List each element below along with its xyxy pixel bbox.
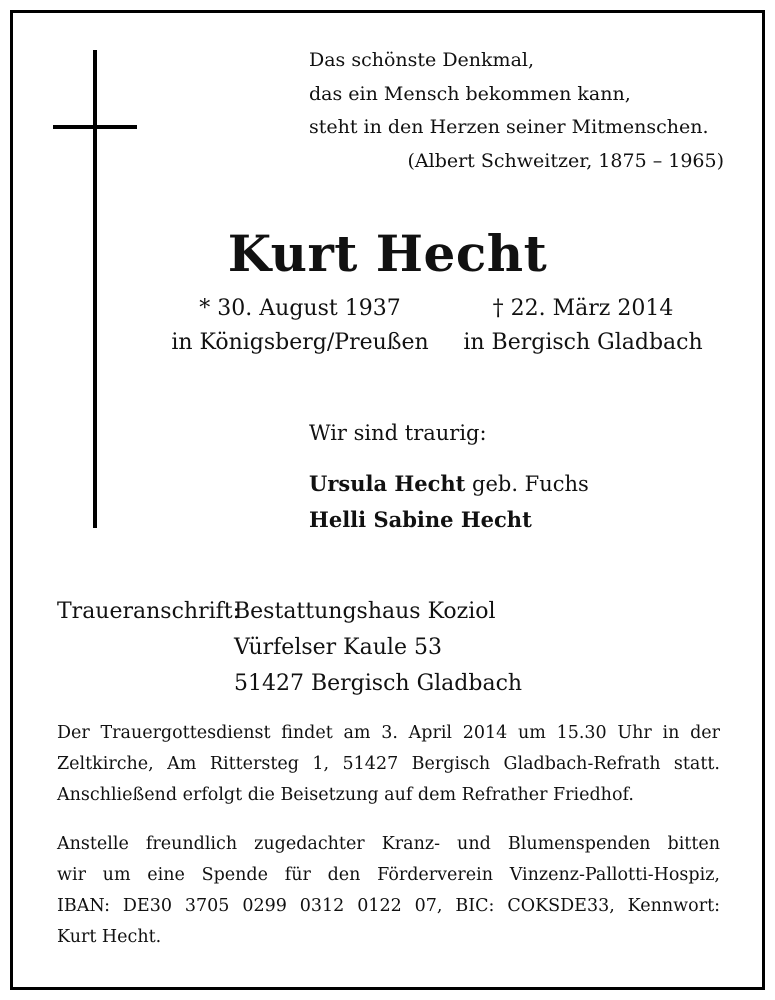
mourners-list: [309, 466, 589, 538]
quote-line: das ein Mensch bekommen kann,: [309, 82, 631, 105]
service-line: Anschließend erfolgt die Beisetzung auf dem Refrather Friedhof.: [57, 785, 634, 805]
donation-paragraph: [57, 829, 720, 953]
donation-line: wir um eine Spende für den Förderverein Vinzenz-Pallotti-Hospiz,: [57, 865, 720, 885]
service-line: Der Trauergottesdienst findet am 3. April 2014 um 15.30 Uhr in der: [57, 723, 720, 743]
address-line: Bestattungshaus Koziol: [234, 599, 496, 624]
address-line: 51427 Bergisch Gladbach: [234, 671, 523, 696]
address-label: Traueranschrift:: [57, 599, 241, 624]
birth-place: in Königsberg/Preußen: [171, 330, 429, 355]
mourner-entry: [309, 502, 589, 538]
death-date: † 22. März 2014: [492, 296, 674, 321]
death-info: [448, 292, 718, 360]
cross-horizontal-bar: [53, 125, 137, 129]
donation-line: Kurt Hecht.: [57, 927, 162, 947]
deceased-name: Kurt Hecht: [227, 224, 548, 283]
epigraph-quote: [309, 44, 724, 178]
cross-vertical-bar: [93, 50, 97, 528]
quote-line: Das schönste Denkmal,: [309, 49, 535, 71]
address-line: Vürfelser Kaule 53: [234, 635, 442, 660]
birth-info: [155, 292, 445, 360]
mourner-name: Ursula Hecht: [309, 471, 466, 496]
death-place: in Bergisch Gladbach: [463, 330, 703, 355]
quote-author: (Albert Schweitzer, 1875 – 1965): [407, 149, 724, 172]
service-paragraph: [57, 718, 720, 811]
service-line: Zeltkirche, Am Rittersteg 1, 51427 Bergisch Gladbach-Refrath statt.: [57, 754, 720, 774]
donation-line: Anstelle freundlich zugedachter Kranz- und Blumenspenden bitten: [57, 834, 720, 854]
donation-line: IBAN: DE30 3705 0299 0312 0122 07, BIC: COKSDE33, Kennwort:: [57, 896, 720, 916]
birth-date: * 30. August 1937: [199, 296, 401, 321]
quote-line: steht in den Herzen seiner Mitmenschen.: [309, 116, 709, 139]
mourner-entry: [309, 466, 589, 502]
mourner-name: Helli Sabine Hecht: [309, 507, 532, 532]
mourner-suffix: geb. Fuchs: [465, 472, 589, 496]
mourners-intro: Wir sind traurig:: [309, 421, 487, 445]
